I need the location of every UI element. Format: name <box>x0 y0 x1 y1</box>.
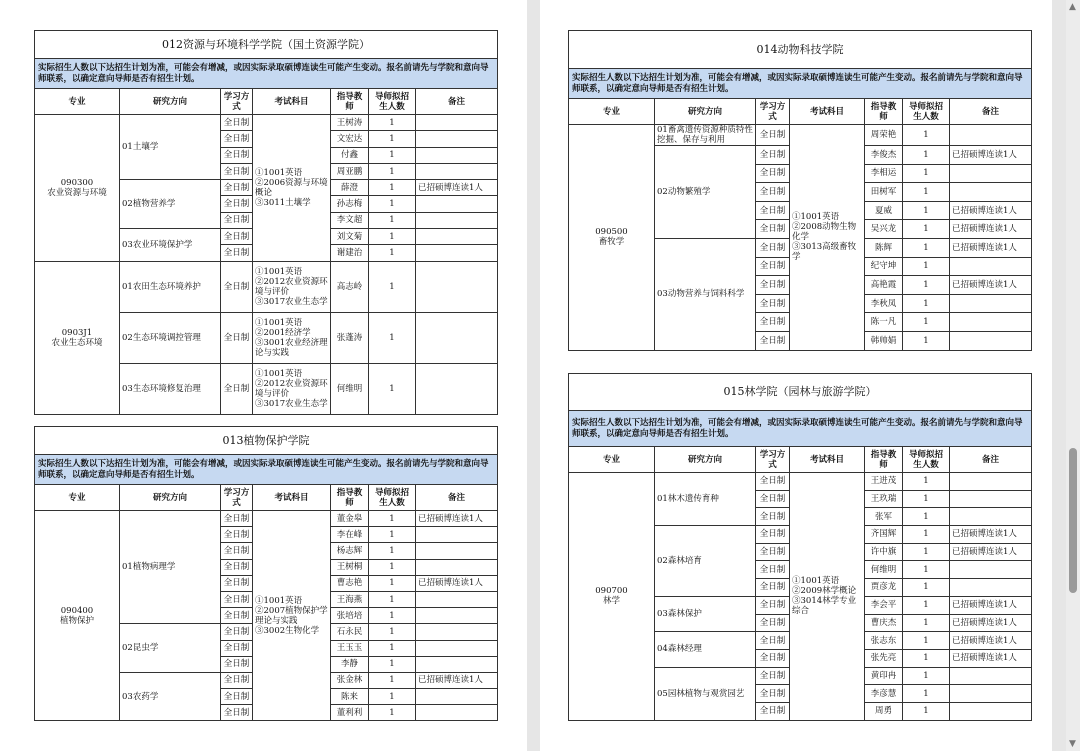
enroll-count: 1 <box>903 508 950 526</box>
research-direction: 01农田生态环境养护 <box>120 261 221 312</box>
column-header: 考试科目 <box>790 447 865 473</box>
scroll-up-arrow-icon[interactable]: ▲ <box>1069 2 1076 12</box>
teacher-name: 何维明 <box>865 561 903 579</box>
column-header: 学习方式 <box>221 89 253 115</box>
enroll-count: 1 <box>903 667 950 685</box>
research-direction: 03农药学 <box>120 672 221 721</box>
remark <box>950 294 1032 313</box>
table-section-0 <box>34 30 498 415</box>
remark: 已招硕博连读1人 <box>416 575 498 591</box>
column-header: 导师拟招生人数 <box>903 99 950 125</box>
remark <box>416 196 498 212</box>
study-mode: 全日制 <box>221 672 253 688</box>
teacher-name: 吴兴龙 <box>865 220 903 239</box>
remark <box>950 473 1032 491</box>
enroll-count: 1 <box>369 363 416 414</box>
exam-subjects: ①1001英语 ②2012农业资源环境与评价 ③3017农业生态学 <box>253 363 331 414</box>
research-direction: 01植物病理学 <box>120 511 221 624</box>
study-mode: 全日制 <box>221 591 253 607</box>
teacher-name: 高志岭 <box>331 261 369 312</box>
remark: 已招硕博连读1人 <box>416 672 498 688</box>
remark <box>950 183 1032 202</box>
study-mode: 全日制 <box>221 559 253 575</box>
remark: 已招硕博连读1人 <box>416 511 498 527</box>
major-cell <box>35 511 120 721</box>
study-mode: 全日制 <box>756 561 790 579</box>
remark <box>416 705 498 721</box>
enroll-count: 1 <box>903 490 950 508</box>
major-name: 植物保护 <box>59 615 94 626</box>
table-row <box>569 473 1032 491</box>
enrollment-note: 实际招生人数以下达招生计划为准，可能会有增减，或因实际录取硕博连读生可能产生变动。报名前请先与学院和意向导师联系，以确定意向导师是否有招生计划。 <box>569 69 1032 99</box>
remark: 已招硕博连读1人 <box>950 632 1032 650</box>
research-direction: 03农业环境保护学 <box>120 229 221 262</box>
study-mode: 全日制 <box>756 183 790 202</box>
column-header: 备注 <box>416 485 498 511</box>
enroll-count: 1 <box>903 561 950 579</box>
remark <box>416 527 498 543</box>
exam-subjects: ①1001英语 ②2001经济学 ③3001农业经济理论与实践 <box>253 312 331 363</box>
study-mode: 全日制 <box>756 685 790 703</box>
remark: 已招硕博连读1人 <box>950 649 1032 667</box>
teacher-name: 刘文菊 <box>331 229 369 245</box>
enroll-count: 1 <box>903 614 950 632</box>
enroll-count: 1 <box>369 229 416 245</box>
study-mode: 全日制 <box>221 608 253 624</box>
column-header: 专业 <box>35 485 120 511</box>
study-mode: 全日制 <box>756 238 790 257</box>
column-header: 指导教师 <box>865 447 903 473</box>
study-mode: 全日制 <box>221 363 253 414</box>
research-direction: 02植物营养学 <box>120 180 221 229</box>
remark <box>416 559 498 575</box>
study-mode: 全日制 <box>756 614 790 632</box>
teacher-name: 孙志梅 <box>331 196 369 212</box>
teacher-name: 李彦慧 <box>865 685 903 703</box>
column-header: 考试科目 <box>790 99 865 125</box>
teacher-name: 张军 <box>865 508 903 526</box>
teacher-name: 张金林 <box>331 672 369 688</box>
remark <box>416 543 498 559</box>
section-title: 013植物保护学院 <box>35 427 498 455</box>
remark <box>950 490 1032 508</box>
enroll-count: 1 <box>369 575 416 591</box>
study-mode: 全日制 <box>756 667 790 685</box>
study-mode: 全日制 <box>221 624 253 640</box>
study-mode: 全日制 <box>756 257 790 276</box>
column-header: 导师拟招生人数 <box>369 485 416 511</box>
column-header: 专业 <box>569 447 655 473</box>
teacher-name: 王海燕 <box>331 591 369 607</box>
remark <box>416 608 498 624</box>
section-title: 012资源与环境科学学院（国土资源学院） <box>35 31 498 59</box>
study-mode: 全日制 <box>756 201 790 220</box>
research-direction: 01林木遗传育种 <box>655 473 756 526</box>
teacher-name: 陈辉 <box>865 238 903 257</box>
study-mode: 全日制 <box>756 526 790 544</box>
exam-subjects: ①1001英语 ②2007植物保护学理论与实践 ③3002生物化学 <box>253 511 331 721</box>
major-code: 090300 <box>60 177 94 188</box>
remark <box>416 656 498 672</box>
enroll-count: 1 <box>903 313 950 332</box>
teacher-name: 谢建治 <box>331 245 369 261</box>
teacher-name: 纪守坤 <box>865 257 903 276</box>
column-header: 备注 <box>416 89 498 115</box>
enroll-count: 1 <box>369 559 416 575</box>
enroll-count: 1 <box>903 596 950 614</box>
remark <box>950 508 1032 526</box>
enroll-count: 1 <box>903 125 950 146</box>
enroll-count: 1 <box>903 579 950 597</box>
study-mode: 全日制 <box>221 543 253 559</box>
research-direction: 04森林经理 <box>655 632 756 667</box>
teacher-name: 曹志艳 <box>331 575 369 591</box>
scroll-down-arrow-icon[interactable]: ▼ <box>1069 739 1076 749</box>
enroll-count: 1 <box>369 689 416 705</box>
study-mode: 全日制 <box>756 508 790 526</box>
enroll-count: 1 <box>369 245 416 261</box>
table-section-2 <box>568 30 1032 351</box>
remark: 已招硕博连读1人 <box>950 543 1032 561</box>
remark <box>416 131 498 147</box>
remark: 已招硕博连读1人 <box>950 238 1032 257</box>
column-header: 专业 <box>35 89 120 115</box>
research-direction: 02动物繁殖学 <box>655 146 756 239</box>
column-header: 考试科目 <box>253 485 331 511</box>
remark <box>416 245 498 261</box>
remark <box>950 257 1032 276</box>
study-mode: 全日制 <box>221 229 253 245</box>
table-section-3 <box>568 373 1032 721</box>
column-header: 研究方向 <box>120 485 221 511</box>
column-header: 指导教师 <box>331 89 369 115</box>
study-mode: 全日制 <box>221 196 253 212</box>
enroll-count: 1 <box>903 649 950 667</box>
study-mode: 全日制 <box>221 261 253 312</box>
research-direction: 02昆虫学 <box>120 624 221 673</box>
enroll-count: 1 <box>903 164 950 183</box>
major-name: 林学 <box>602 596 620 607</box>
enroll-count: 1 <box>903 257 950 276</box>
enroll-count: 1 <box>903 238 950 257</box>
enroll-count: 1 <box>369 131 416 147</box>
table-section-1 <box>34 426 498 721</box>
exam-subjects: ①1001英语 ②2006资源与环境概论 ③3011土壤学 <box>253 115 331 262</box>
teacher-name: 高艳霞 <box>865 276 903 295</box>
study-mode: 全日制 <box>221 180 253 196</box>
remark <box>416 261 498 312</box>
major-cell <box>569 473 655 721</box>
enroll-count: 1 <box>903 331 950 350</box>
study-mode: 全日制 <box>756 164 790 183</box>
enroll-count: 1 <box>369 527 416 543</box>
enroll-count: 1 <box>903 220 950 239</box>
enroll-count: 1 <box>369 147 416 163</box>
column-header: 导师拟招生人数 <box>903 447 950 473</box>
enroll-count: 1 <box>369 511 416 527</box>
research-direction: 05园林植物与观赏园艺 <box>655 667 756 720</box>
remark <box>416 689 498 705</box>
scrollbar-thumb[interactable] <box>1069 448 1077 593</box>
study-mode: 全日制 <box>756 543 790 561</box>
major-cell <box>35 261 120 414</box>
remark <box>416 363 498 414</box>
teacher-name: 董利利 <box>331 705 369 721</box>
column-header: 考试科目 <box>253 89 331 115</box>
remark: 已招硕博连读1人 <box>950 526 1032 544</box>
teacher-name: 周勇 <box>865 702 903 720</box>
research-direction: 03森林保护 <box>655 596 756 631</box>
remark <box>950 579 1032 597</box>
column-header: 学习方式 <box>221 485 253 511</box>
remark: 已招硕博连读1人 <box>950 146 1032 165</box>
enroll-count: 1 <box>369 212 416 228</box>
remark: 已招硕博连读1人 <box>950 276 1032 295</box>
enroll-count: 1 <box>369 163 416 179</box>
teacher-name: 李在峰 <box>331 527 369 543</box>
enroll-count: 1 <box>369 196 416 212</box>
enrollment-note: 实际招生人数以下达招生计划为准，可能会有增减，或因实际录取硕博连读生可能产生变动。报名前请先与学院和意向导师联系，以确定意向导师是否有招生计划。 <box>35 455 498 485</box>
teacher-name: 王玉玉 <box>331 640 369 656</box>
remark <box>416 640 498 656</box>
study-mode: 全日制 <box>756 490 790 508</box>
enroll-count: 1 <box>903 473 950 491</box>
teacher-name: 石永民 <box>331 624 369 640</box>
teacher-name: 李静 <box>331 656 369 672</box>
study-mode: 全日制 <box>756 596 790 614</box>
study-mode: 全日制 <box>221 705 253 721</box>
major-code: 090500 <box>595 227 628 238</box>
enroll-count: 1 <box>369 543 416 559</box>
study-mode: 全日制 <box>756 473 790 491</box>
teacher-name: 董金皋 <box>331 511 369 527</box>
teacher-name: 齐国辉 <box>865 526 903 544</box>
major-name: 畜牧学 <box>598 237 625 248</box>
study-mode: 全日制 <box>756 294 790 313</box>
teacher-name: 王进茂 <box>865 473 903 491</box>
teacher-name: 李会平 <box>865 596 903 614</box>
teacher-name: 杨志辉 <box>331 543 369 559</box>
study-mode: 全日制 <box>221 163 253 179</box>
major-name: 农业资源与环境 <box>47 187 107 198</box>
research-direction: 02生态环境调控管理 <box>120 312 221 363</box>
study-mode: 全日制 <box>756 331 790 350</box>
document-page-right <box>540 0 1052 751</box>
remark: 已招硕博连读1人 <box>950 220 1032 239</box>
remark <box>950 667 1032 685</box>
enroll-count: 1 <box>369 180 416 196</box>
enroll-count: 1 <box>903 685 950 703</box>
enroll-count: 1 <box>903 183 950 202</box>
study-mode: 全日制 <box>221 131 253 147</box>
exam-subjects: ①1001英语 ②2008动物生物化学 ③3013高级畜牧学 <box>790 125 865 351</box>
enroll-count: 1 <box>369 608 416 624</box>
teacher-name: 李秋凤 <box>865 294 903 313</box>
teacher-name: 许中旗 <box>865 543 903 561</box>
enroll-count: 1 <box>903 146 950 165</box>
teacher-name: 周亚鹏 <box>331 163 369 179</box>
section-title: 014动物科技学院 <box>569 31 1032 69</box>
remark <box>416 163 498 179</box>
study-mode: 全日制 <box>221 147 253 163</box>
document-page-left <box>0 0 527 751</box>
remark <box>950 561 1032 579</box>
teacher-name: 田树军 <box>865 183 903 202</box>
teacher-name: 文宏达 <box>331 131 369 147</box>
enroll-count: 1 <box>369 115 416 131</box>
remark <box>416 591 498 607</box>
study-mode: 全日制 <box>221 312 253 363</box>
study-mode: 全日制 <box>756 276 790 295</box>
remark <box>416 312 498 363</box>
study-mode: 全日制 <box>756 146 790 165</box>
section-title: 015林学院（园林与旅游学院） <box>569 374 1032 411</box>
teacher-name: 张先亮 <box>865 649 903 667</box>
remark: 已招硕博连读1人 <box>950 201 1032 220</box>
research-direction: 03动物营养与饲料科学 <box>655 238 756 350</box>
research-direction: 03生态环境修复治理 <box>120 363 221 414</box>
teacher-name: 张志东 <box>865 632 903 650</box>
remark <box>950 331 1032 350</box>
research-direction: 02森林培育 <box>655 526 756 597</box>
study-mode: 全日制 <box>756 220 790 239</box>
column-header: 备注 <box>950 447 1032 473</box>
column-header: 指导教师 <box>865 99 903 125</box>
major-code: 090400 <box>60 605 94 616</box>
major-cell <box>35 115 120 262</box>
enroll-count: 1 <box>903 294 950 313</box>
remark <box>416 624 498 640</box>
research-direction: 01土壤学 <box>120 115 221 180</box>
teacher-name: 韩帅娟 <box>865 331 903 350</box>
teacher-name: 张蓬涛 <box>331 312 369 363</box>
enroll-count: 1 <box>903 201 950 220</box>
remark <box>950 164 1032 183</box>
major-name: 农业生态环境 <box>51 337 103 348</box>
remark: 已招硕博连读1人 <box>950 614 1032 632</box>
enrollment-note: 实际招生人数以下达招生计划为准，可能会有增减，或因实际录取硕博连读生可能产生变动。报名前请先与学院和意向导师联系，以确定意向导师是否有招生计划。 <box>569 411 1032 447</box>
study-mode: 全日制 <box>221 575 253 591</box>
study-mode: 全日制 <box>221 115 253 131</box>
table-row <box>569 125 1032 146</box>
teacher-name: 王树桐 <box>331 559 369 575</box>
study-mode: 全日制 <box>756 313 790 332</box>
remark <box>950 313 1032 332</box>
teacher-name: 陈一凡 <box>865 313 903 332</box>
table-row <box>35 261 498 312</box>
enroll-count: 1 <box>903 632 950 650</box>
column-header: 研究方向 <box>655 447 756 473</box>
major-code: 090700 <box>595 586 628 597</box>
exam-subjects: ①1001英语 ②2012农业资源环境与评价 ③3017农业生态学 <box>253 261 331 312</box>
vertical-scrollbar[interactable] <box>1066 0 1080 751</box>
exam-subjects: ①1001英语 ②2009林学概论 ③3014林学专业综合 <box>790 473 865 721</box>
research-direction: 01畜禽遗传资源种质特性挖掘、保存与利用 <box>655 125 756 146</box>
remark <box>416 229 498 245</box>
teacher-name: 李文超 <box>331 212 369 228</box>
enroll-count: 1 <box>369 624 416 640</box>
teacher-name: 陈来 <box>331 689 369 705</box>
column-header: 研究方向 <box>120 89 221 115</box>
study-mode: 全日制 <box>756 649 790 667</box>
enroll-count: 1 <box>369 672 416 688</box>
enroll-count: 1 <box>903 543 950 561</box>
remark <box>950 125 1032 146</box>
study-mode: 全日制 <box>221 511 253 527</box>
teacher-name: 李俊杰 <box>865 146 903 165</box>
study-mode: 全日制 <box>221 689 253 705</box>
study-mode: 全日制 <box>756 702 790 720</box>
remark: 已招硕博连读1人 <box>416 180 498 196</box>
enroll-count: 1 <box>903 526 950 544</box>
study-mode: 全日制 <box>756 632 790 650</box>
enroll-count: 1 <box>369 656 416 672</box>
teacher-name: 夏威 <box>865 201 903 220</box>
enroll-count: 1 <box>903 702 950 720</box>
teacher-name: 李相运 <box>865 164 903 183</box>
column-header: 指导教师 <box>331 485 369 511</box>
column-header: 导师拟招生人数 <box>369 89 416 115</box>
study-mode: 全日制 <box>756 125 790 146</box>
column-header: 研究方向 <box>655 99 756 125</box>
teacher-name: 付鑫 <box>331 147 369 163</box>
teacher-name: 王玖瑞 <box>865 490 903 508</box>
teacher-name: 曹庆杰 <box>865 614 903 632</box>
study-mode: 全日制 <box>221 527 253 543</box>
teacher-name: 周荣艳 <box>865 125 903 146</box>
study-mode: 全日制 <box>221 245 253 261</box>
table-row <box>35 511 498 527</box>
remark <box>416 115 498 131</box>
remark <box>950 702 1032 720</box>
enroll-count: 1 <box>369 261 416 312</box>
teacher-name: 薛澄 <box>331 180 369 196</box>
major-code: 0903J1 <box>61 327 93 338</box>
enroll-count: 1 <box>369 591 416 607</box>
table-row <box>35 115 498 131</box>
column-header: 备注 <box>950 99 1032 125</box>
remark: 已招硕博连读1人 <box>950 596 1032 614</box>
teacher-name: 黄印冉 <box>865 667 903 685</box>
enroll-count: 1 <box>369 705 416 721</box>
study-mode: 全日制 <box>756 579 790 597</box>
study-mode: 全日制 <box>221 656 253 672</box>
enrollment-note: 实际招生人数以下达招生计划为准，可能会有增减，或因实际录取硕博连读生可能产生变动。报名前请先与学院和意向导师联系，以确定意向导师是否有招生计划。 <box>35 59 498 89</box>
teacher-name: 贾彦龙 <box>865 579 903 597</box>
enroll-count: 1 <box>369 640 416 656</box>
study-mode: 全日制 <box>221 212 253 228</box>
major-cell <box>569 125 655 351</box>
teacher-name: 张培培 <box>331 608 369 624</box>
column-header: 学习方式 <box>756 99 790 125</box>
remark <box>950 685 1032 703</box>
remark <box>416 147 498 163</box>
enroll-count: 1 <box>903 276 950 295</box>
column-header: 学习方式 <box>756 447 790 473</box>
remark <box>416 212 498 228</box>
teacher-name: 何维明 <box>331 363 369 414</box>
study-mode: 全日制 <box>221 640 253 656</box>
column-header: 专业 <box>569 99 655 125</box>
enroll-count: 1 <box>369 312 416 363</box>
teacher-name: 王树涛 <box>331 115 369 131</box>
